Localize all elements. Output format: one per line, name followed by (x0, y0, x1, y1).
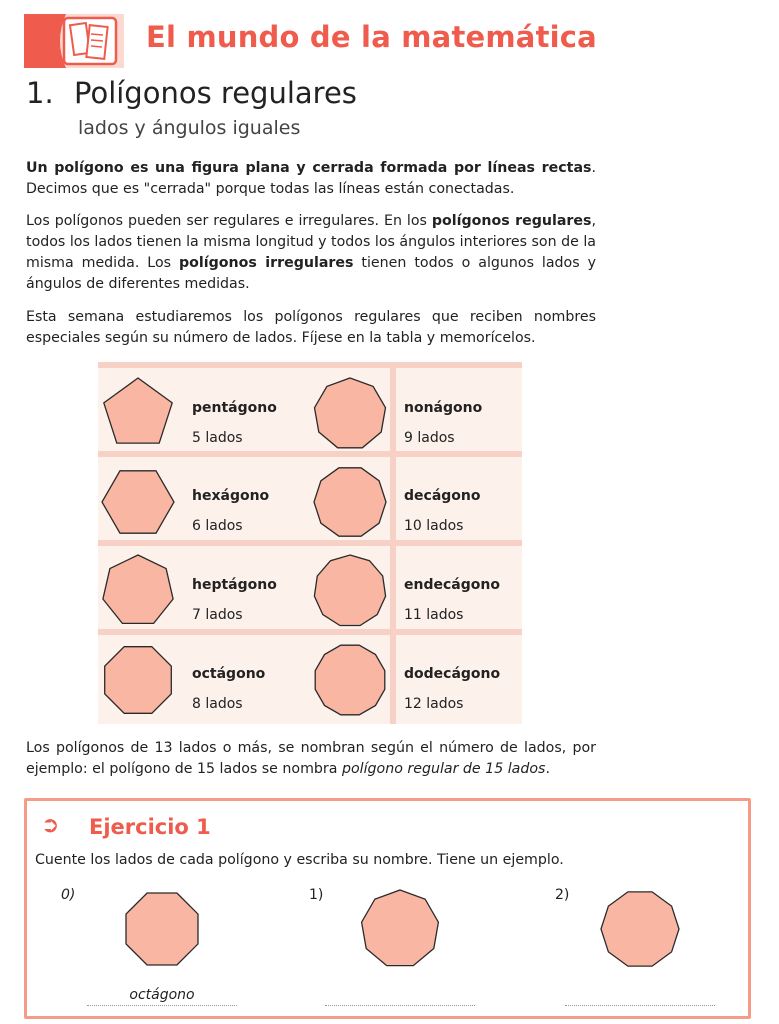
polygon-entry (98, 462, 296, 544)
polygon-sides-count: 8 lados (192, 696, 243, 712)
worksheet-logo-icon (24, 14, 124, 68)
exercise-polygon-9-shape (358, 887, 442, 971)
outro-period: . (545, 761, 550, 777)
polygon-12-shape (310, 640, 390, 720)
polygon-sides-count: 7 lados (192, 607, 243, 623)
outro-text: Los polígonos de 13 lados o más, se nombran según el número de lados, por ejemplo: el polígono de 15 lados se nombra (26, 740, 596, 777)
exercise-polygon-10-shape (598, 887, 682, 971)
polygon-8-polygon (105, 647, 172, 714)
polygon-sides-count: 11 lados (404, 607, 464, 623)
polygon-6-shape (98, 462, 178, 542)
lesson-subtitle: lados y ángulos iguales (78, 117, 301, 139)
polygon-sides-count: 5 lados (192, 430, 243, 446)
intro-paragraph-1 (26, 158, 596, 200)
exercise-instructions: Cuente los lados de cada polígono y escriba su nombre. Tiene un ejemplo. (35, 852, 564, 868)
answer-line[interactable] (325, 987, 475, 1006)
definition-bold: Un polígono es una figura plana y cerrada formada por líneas rectas (26, 160, 592, 176)
arrow-circle-icon: ➲ (41, 813, 60, 838)
polygon-name: heptágono (192, 577, 277, 593)
polygon-11-polygon (314, 555, 385, 626)
lesson-number: 1. (26, 76, 54, 110)
polygon-table (98, 362, 522, 724)
polygon-name: endecágono (404, 577, 500, 593)
exercise-polygon-9-polygon (362, 890, 439, 966)
polygon-entry (98, 374, 296, 456)
exercise-polygon-8-polygon (126, 893, 198, 965)
polygon-name: octágono (192, 666, 266, 682)
exercise-polygon-10-polygon (601, 892, 679, 966)
p2-text-e: tienen todos o algunos lados y ángulos de diferentes medidas. (26, 255, 596, 292)
p2-text-a: Los polígonos pueden ser regulares e irregulares. En los (26, 213, 432, 229)
polygon-9-shape (310, 374, 390, 454)
exercise-item-label: 1) (309, 887, 324, 903)
answer-line[interactable]: octágono (87, 987, 237, 1006)
exercise-item (61, 887, 307, 1007)
exercise-item-label: 0) (61, 887, 76, 903)
lesson-title-text: Polígonos regulares (74, 76, 357, 110)
banner-title: El mundo de la matemática (146, 20, 597, 54)
definition-rest: . Decimos que es "cerrada" porque todas las líneas están conectadas. (26, 160, 596, 197)
polygon-12-polygon (315, 645, 385, 715)
polygon-name: hexágono (192, 488, 270, 504)
answer-line[interactable] (565, 987, 715, 1006)
exercise-item (309, 887, 545, 1007)
exercise-title: Ejercicio 1 (89, 815, 211, 839)
polygon-entry (310, 374, 508, 456)
polygon-entry (310, 640, 508, 722)
outro-italic-example: polígono regular de 15 lados (341, 761, 546, 777)
intro-paragraph-2 (26, 211, 596, 295)
polygon-5-polygon (104, 378, 172, 443)
polygon-10-shape (310, 462, 390, 542)
polygon-5-shape (98, 374, 178, 454)
lesson-title (26, 76, 357, 110)
polygon-sides-count: 10 lados (404, 518, 464, 534)
polygon-10-polygon (314, 468, 386, 536)
exercise-box (24, 798, 751, 1019)
outro-paragraph (26, 738, 596, 780)
polygon-entry (310, 551, 508, 633)
table-divider (98, 362, 522, 368)
polygon-6-polygon (102, 471, 174, 533)
polygon-7-shape (98, 551, 178, 631)
polygon-8-shape (98, 640, 178, 720)
polygon-name: pentágono (192, 400, 277, 416)
polygon-11-shape (310, 551, 390, 631)
polygon-sides-count: 6 lados (192, 518, 243, 534)
p2-bold-regulares: polígonos regulares (431, 213, 592, 229)
exercise-item (555, 887, 779, 1007)
p2-text-c: , todos los lados tienen la misma longitud y todos los ángulos interiores son de la misma medida. Los (26, 213, 596, 271)
polygon-name: nonágono (404, 400, 483, 416)
polygon-name: decágono (404, 488, 481, 504)
polygon-name: dodecágono (404, 666, 501, 682)
exercise-polygon-8-shape (120, 887, 204, 971)
intro-paragraph-3: Esta semana estudiaremos los polígonos regulares que reciben nombres especiales según su número de lados. Fíjese en la tabla y memorícelos. (26, 309, 596, 346)
polygon-entry (98, 551, 296, 633)
exercise-item-label: 2) (555, 887, 570, 903)
p2-bold-irregulares: polígonos irregulares (179, 255, 354, 271)
polygon-sides-count: 9 lados (404, 430, 455, 446)
polygon-7-polygon (103, 555, 173, 623)
polygon-9-polygon (315, 378, 386, 448)
polygon-entry (310, 462, 508, 544)
polygon-sides-count: 12 lados (404, 696, 464, 712)
polygon-entry (98, 640, 296, 722)
